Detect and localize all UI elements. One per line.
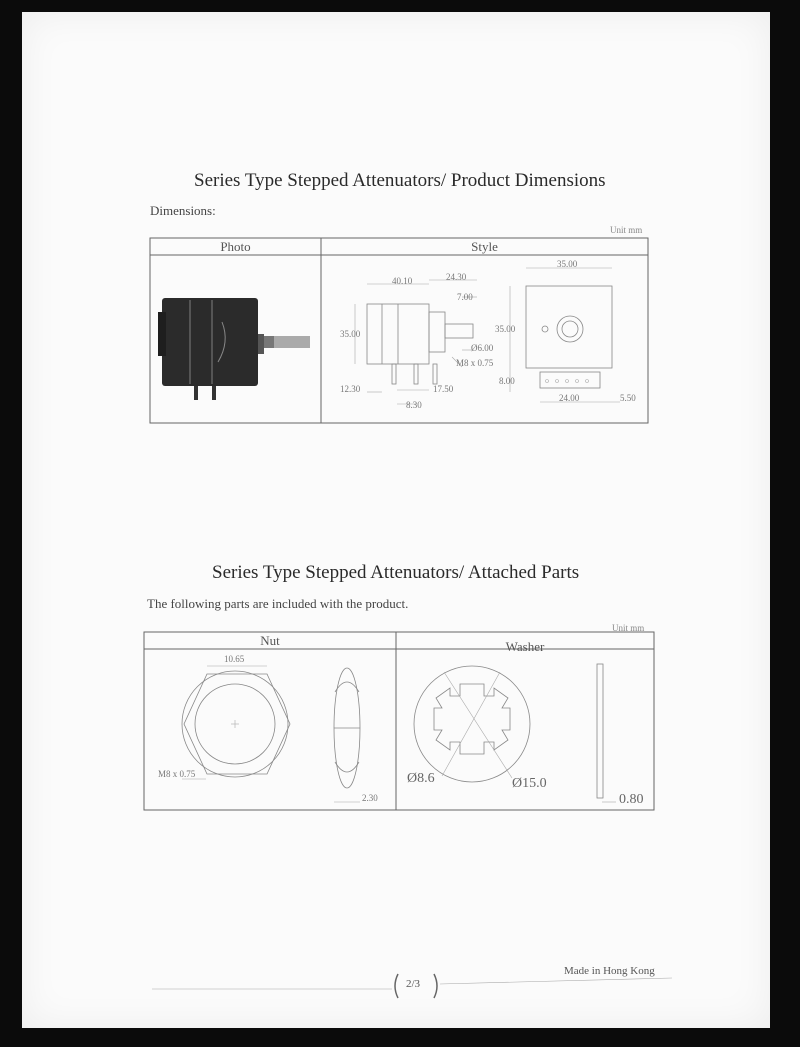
nut-width-dim: 10.65 (224, 654, 245, 664)
front-view-drawing (510, 268, 620, 402)
dim-17-50: 17.50 (433, 384, 454, 394)
washer-thickness-dim: 0.80 (619, 792, 644, 807)
table-2-border (144, 632, 654, 810)
dim-12-30: 12.30 (340, 384, 361, 394)
washer-inner-dim: Ø8.6 (407, 771, 435, 786)
attached-parts-description: The following parts are included with the product. (147, 596, 409, 611)
dim-7-00: 7.00 (457, 292, 473, 302)
dimensions-label: Dimensions: (150, 203, 216, 218)
dim-35-00-left: 35.00 (340, 329, 361, 339)
nut-drawing (182, 666, 360, 802)
dim-5-50: 5.50 (620, 393, 636, 403)
dim-24-00: 24.00 (559, 393, 580, 403)
made-in-label: Made in Hong Kong (564, 965, 655, 977)
washer-outer-dim: Ø15.0 (512, 776, 547, 791)
dim-40-10: 40.10 (392, 276, 413, 286)
footer-line-right (440, 978, 672, 984)
dimensions-table (22, 12, 770, 1028)
nut-thread-dim: M8 x 0.75 (158, 769, 196, 779)
section-title-attached-parts: Series Type Stepped Attenuators/ Attached Parts (212, 562, 580, 583)
col-header-photo: Photo (220, 239, 251, 254)
col-header-nut: Nut (260, 633, 280, 648)
dim-24-30: 24.30 (446, 272, 467, 282)
attenuator-photo (158, 298, 310, 400)
nut-thickness-dim: 2.30 (362, 793, 378, 803)
dim-35-00-top: 35.00 (557, 259, 578, 269)
col-header-washer: Washer (505, 639, 545, 654)
section-title-dimensions: Series Type Stepped Attenuators/ Product Dimensions (194, 170, 606, 191)
dim-35-00-mid: 35.00 (495, 324, 516, 334)
page-number: 2/3 (406, 978, 421, 990)
dim-8-30: 8.30 (406, 400, 422, 410)
dim-8-00: 8.00 (499, 376, 515, 386)
dim-thread: M8 x 0.75 (456, 358, 494, 368)
unit-label-2: Unit mm (612, 623, 645, 633)
document-page (22, 12, 770, 1028)
dim-6-00: Ø6.00 (471, 343, 494, 353)
col-header-style: Style (471, 239, 498, 254)
unit-label-1: Unit mm (610, 225, 643, 235)
